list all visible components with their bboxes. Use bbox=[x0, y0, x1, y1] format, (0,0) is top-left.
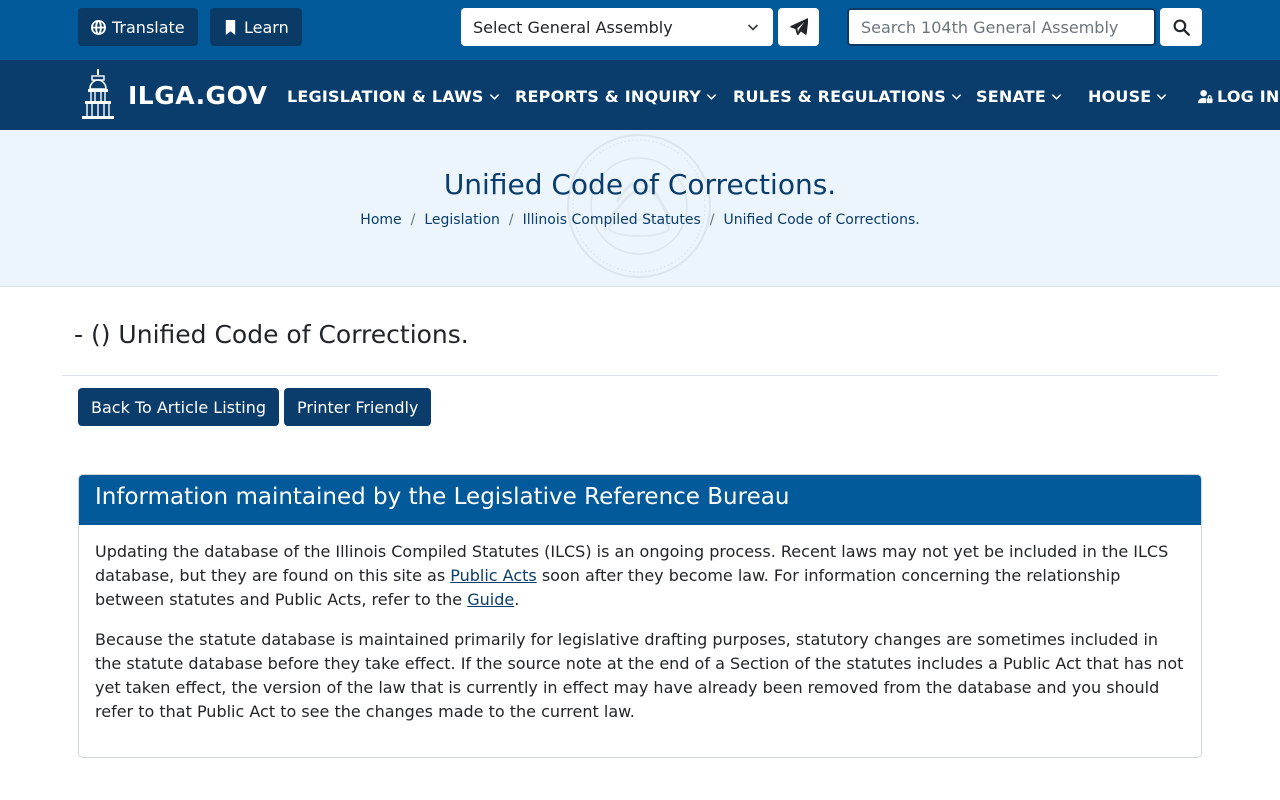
globe-icon bbox=[91, 20, 106, 35]
info-card bbox=[78, 474, 1202, 758]
search-icon bbox=[1173, 19, 1190, 36]
nav-rules-regulations[interactable] bbox=[733, 87, 962, 106]
nav-label: RULES & REGULATIONS bbox=[733, 87, 946, 106]
chevron-down-icon bbox=[951, 91, 962, 102]
back-to-article-listing-button[interactable]: Back To Article Listing bbox=[78, 388, 279, 426]
breadcrumb-current: Unified Code of Corrections. bbox=[723, 212, 920, 228]
nav-house[interactable] bbox=[1088, 87, 1167, 106]
chevron-down-icon bbox=[489, 91, 500, 102]
breadcrumb-home[interactable]: Home bbox=[360, 212, 402, 228]
info-card-body bbox=[79, 525, 1201, 724]
breadcrumb-separator: / bbox=[410, 212, 416, 228]
search-button[interactable] bbox=[1160, 8, 1202, 46]
capitol-dome-icon bbox=[80, 69, 116, 121]
logo-text: ILGA.GOV bbox=[128, 80, 268, 110]
state-seal-watermark bbox=[565, 132, 713, 280]
bookmark-icon bbox=[223, 20, 238, 35]
breadcrumb bbox=[0, 212, 1280, 228]
learn-button[interactable] bbox=[210, 8, 302, 46]
info-text: Updating the database of the Illinois Compiled Statutes (ILCS) is an ongoing process. Recent laws may not yet be included in the ILCS database, but they are found on this site as bbox=[95, 542, 1169, 585]
nav-senate[interactable] bbox=[976, 87, 1062, 106]
info-paragraph-1 bbox=[95, 540, 1185, 612]
chevron-down-icon bbox=[1156, 91, 1167, 102]
user-lock-icon bbox=[1198, 89, 1213, 104]
document-title: - () Unified Code of Corrections. bbox=[74, 320, 469, 349]
translate-label: Translate bbox=[112, 17, 185, 37]
breadcrumb-separator: / bbox=[508, 212, 514, 228]
page-hero bbox=[0, 130, 1280, 287]
top-utility-bar bbox=[0, 0, 1280, 60]
page-title: Unified Code of Corrections. bbox=[443, 168, 837, 201]
login-link[interactable] bbox=[1198, 87, 1279, 106]
info-card-header: Information maintained by the Legislative Reference Bureau bbox=[79, 475, 1201, 525]
public-acts-link[interactable]: Public Acts bbox=[450, 566, 537, 585]
go-assembly-button[interactable] bbox=[778, 8, 819, 46]
translate-button[interactable] bbox=[78, 8, 198, 46]
learn-label: Learn bbox=[244, 17, 289, 37]
search-input[interactable] bbox=[847, 8, 1156, 46]
nav-label: HOUSE bbox=[1088, 87, 1152, 106]
general-assembly-select-value: Select General Assembly bbox=[473, 17, 673, 37]
nav-label: LEGISLATION & LAWS bbox=[287, 87, 484, 106]
info-text: soon after they become law. For information concerning the relationship between statutes and Public Acts, refer to the bbox=[95, 566, 1121, 609]
printer-friendly-button[interactable]: Printer Friendly bbox=[284, 388, 431, 426]
nav-label: SENATE bbox=[976, 87, 1047, 106]
paper-plane-icon bbox=[790, 18, 808, 36]
divider bbox=[62, 375, 1218, 376]
nav-reports-inquiry[interactable] bbox=[515, 87, 717, 106]
chevron-down-icon bbox=[747, 21, 759, 33]
info-paragraph-2: Because the statute database is maintained primarily for legislative drafting purposes, statutory changes are sometimes included in the statute database before they take effect. If the source note at the end of a Section of the statutes includes a Public Act that has not yet taken effect, the version of the law that is currently in effect may have already been removed from the database and you should refer to that Public Act to see the changes made to the current law. bbox=[95, 630, 1184, 721]
general-assembly-select[interactable] bbox=[461, 8, 773, 46]
nav-legislation-laws[interactable] bbox=[287, 87, 500, 106]
breadcrumb-legislation[interactable]: Legislation bbox=[424, 212, 500, 228]
chevron-down-icon bbox=[706, 91, 717, 102]
nav-label: REPORTS & INQUIRY bbox=[515, 87, 702, 106]
login-label: LOG IN bbox=[1217, 87, 1280, 106]
guide-link[interactable]: Guide bbox=[467, 590, 515, 609]
breadcrumb-ilcs[interactable]: Illinois Compiled Statutes bbox=[522, 212, 701, 228]
info-text: . bbox=[514, 590, 520, 609]
chevron-down-icon bbox=[1051, 91, 1062, 102]
main-navigation bbox=[0, 60, 1280, 130]
site-logo[interactable] bbox=[80, 69, 268, 121]
breadcrumb-separator: / bbox=[709, 212, 715, 228]
